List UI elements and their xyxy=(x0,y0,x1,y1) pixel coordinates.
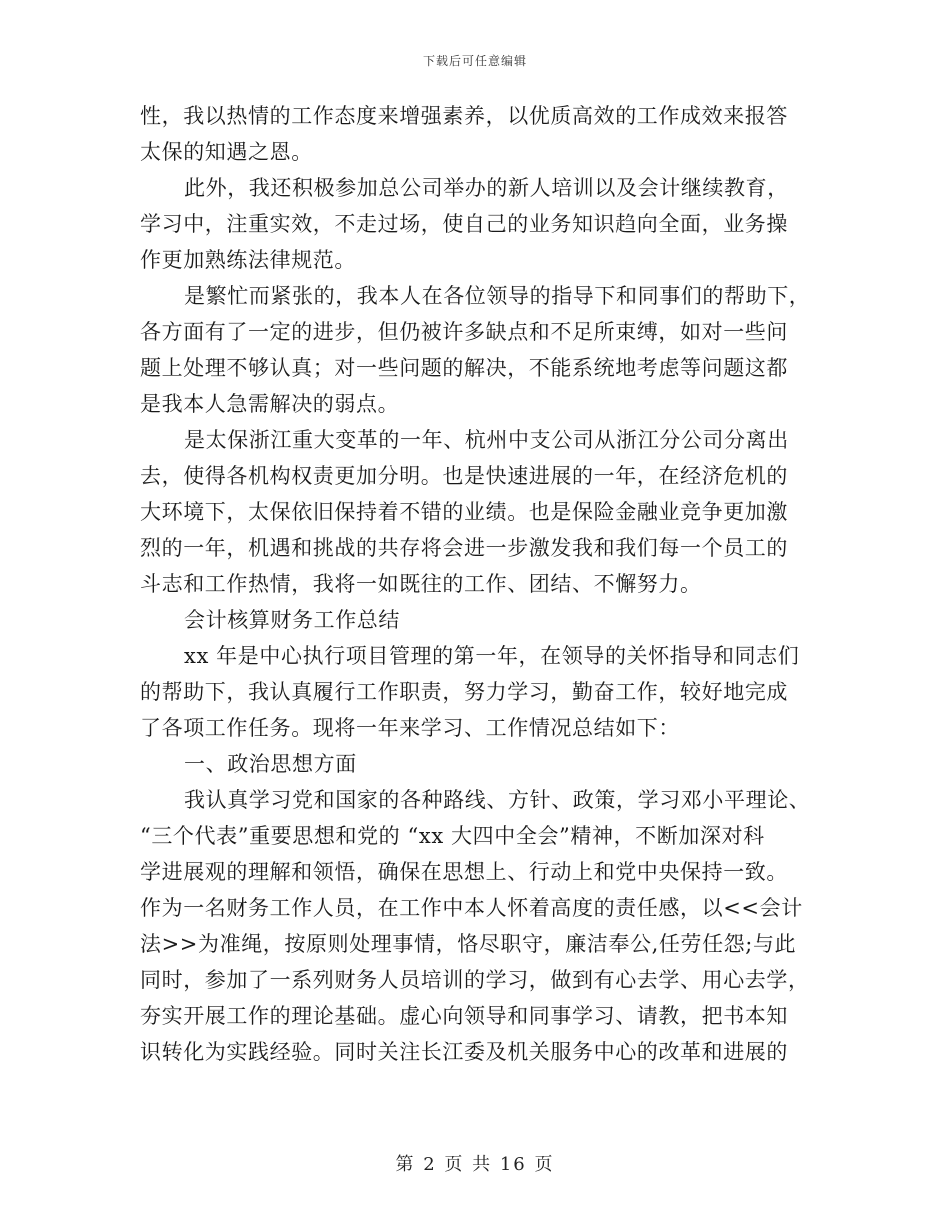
text-line: 此外，我还积极参加总公司举办的新人培训以及会计继续教育， xyxy=(184,176,789,200)
text-line: 夯实开展工作的理论基础。虚心向领导和同事学习、请教，把书本知 xyxy=(140,1004,788,1028)
text-line: 性，我以热情的工作态度来增强素养，以优质高效的工作成效来报答 xyxy=(140,104,788,128)
text-line: 去，使得各机构权责更加分明。也是快速进展的一年，在经济危机的 xyxy=(140,464,788,488)
text-line: 法>>为准绳，按原则处理事情，恪尽职守，廉洁奉公,任劳任怨;与此 xyxy=(140,932,797,956)
text-line: 学习中，注重实效，不走过场，使自己的业务知识趋向全面，业务操 xyxy=(140,212,788,236)
text-line: “三个代表”重要思想和党的 “xx 大四中全会”精神，不断加深对科 xyxy=(140,824,765,848)
text-line: 各方面有了一定的进步，但仍被许多缺点和不足所束缚，如对一些问 xyxy=(140,320,788,344)
text-line: 识转化为实践经验。同时关注长江委及机关服务中心的改革和进展的 xyxy=(140,1040,788,1064)
document-body xyxy=(140,98,812,1070)
text-line: 同时，参加了一系列财务人员培训的学习，做到有心去学、用心去学， xyxy=(140,968,810,992)
text-line: 大环境下，太保依旧保持着不错的业绩。也是保险金融业竞争更加激 xyxy=(140,500,788,524)
text-line: 斗志和工作热情，我将一如既往的工作、团结、不懈努力。 xyxy=(140,572,702,596)
text-line: 烈的一年，机遇和挑战的共存将会进一步激发我和我们每一个员工的 xyxy=(140,536,788,560)
text-line: 了各项工作任务。现将一年来学习、工作情况总结如下： xyxy=(140,716,680,740)
text-line: 我认真学习党和国家的各种路线、方针、政策，学习邓小平理论、 xyxy=(184,788,811,812)
text-line: 是我本人急需解决的弱点。 xyxy=(140,392,400,416)
text-line: 作更加熟练法律规范。 xyxy=(140,248,356,272)
text-line: 的帮助下，我认真履行工作职责，努力学习，勤奋工作，较好地完成 xyxy=(140,680,788,704)
section-title: 会计核算财务工作总结 xyxy=(184,608,400,632)
text-line: 题上处理不够认真；对一些问题的解决，不能系统地考虑等问题这都 xyxy=(140,356,788,380)
text-line: 学进展观的理解和领悟，确保在思想上、行动上和党中央保持一致。 xyxy=(140,860,788,884)
page-number: 第 2 页 共 16 页 xyxy=(395,1154,555,1175)
text-line: 太保的知遇之恩。 xyxy=(140,140,313,164)
text-line: 作为一名财务工作人员，在工作中本人怀着高度的责任感，以<<会计 xyxy=(140,896,803,920)
text-line: 是繁忙而紧张的，我本人在各位领导的指导下和同事们的帮助下， xyxy=(184,284,811,308)
section-heading: 一、政治思想方面 xyxy=(184,752,357,776)
page-header: 下载后可任意编辑 xyxy=(422,54,527,68)
text-line: xx 年是中心执行项目管理的第一年，在领导的关怀指导和同志们 xyxy=(184,644,800,668)
text-line: 是太保浙江重大变革的一年、杭州中支公司从浙江分公司分离出 xyxy=(184,428,789,452)
